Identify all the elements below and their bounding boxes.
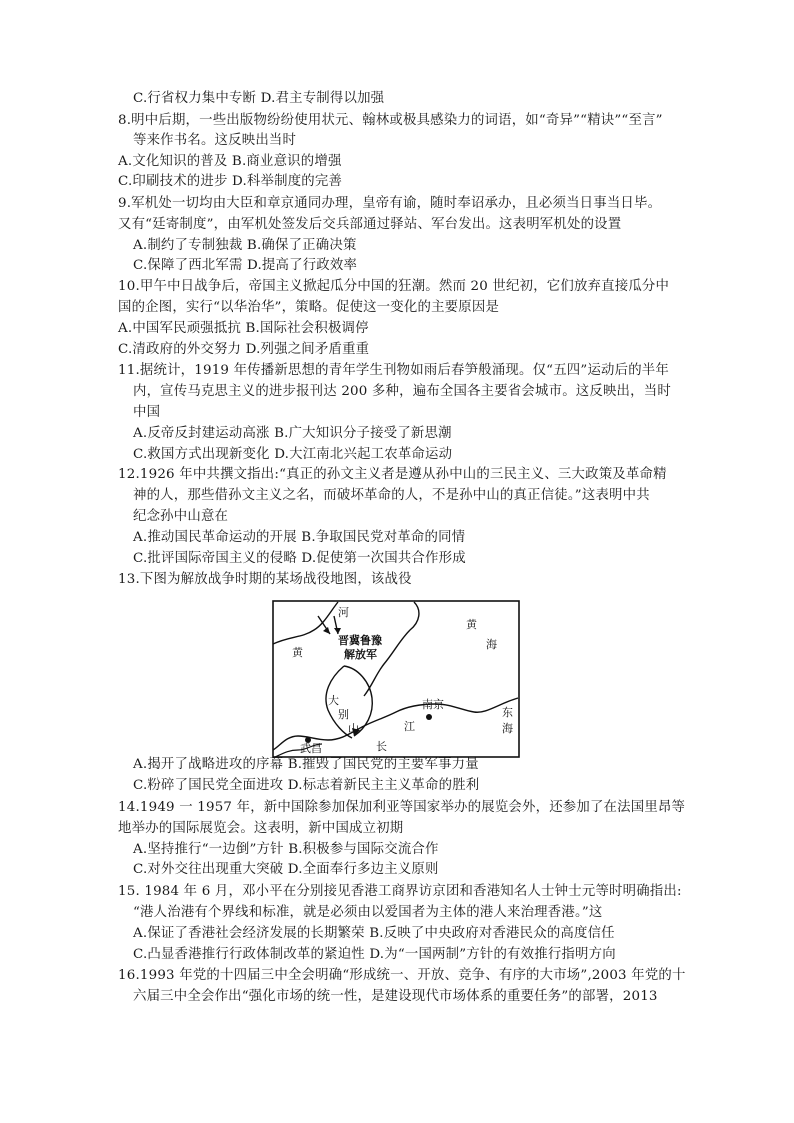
label-chang: 长 (376, 740, 387, 753)
label-he: 河 (338, 606, 349, 619)
text-line: 六届三中全会作出“强化市场的统一性，是建设现代市场体系的重要任务”的部署，2013 (133, 989, 658, 1004)
text-line: 9.军机处一切均由大臣和章京通同办理，皇帝有谕，随时奉诏承办，且必须当日事当日毕。 (118, 196, 662, 211)
text-line: C.清政府的外交努力 D.列强之间矛盾重重 (118, 342, 370, 357)
map-frame (273, 601, 519, 757)
text-line: A.坚持推行“一边倒”方针 B.积极参与国际交流合作 (133, 842, 439, 857)
text-line: 中国 (133, 405, 161, 420)
text-line: 纪念孙中山意在 (133, 509, 229, 524)
label-dong: 东 (502, 706, 513, 719)
text-line: 15. 1984 年 6 月，邓小平在分别接见香港工商界访京团和香港知名人士钟士元等时明确指出: (118, 884, 682, 899)
text-line: 16.1993 年党的十四届三中全会明确“形成统一、开放、竞争、有序的大市场”,2003 年党的十 (118, 968, 686, 983)
text-line: 10.甲午中日战争后，帝国主义掀起瓜分中国的狂潮。然而 20 世纪初，它们放弃直接瓜分中 (118, 279, 670, 294)
label-nanjing: 南京 (422, 698, 444, 711)
label-wuchang: 武昌 (300, 742, 322, 755)
text-line: A.中国军民顽强抵抗 B.国际社会积极调停 (118, 321, 369, 336)
text-line: 国的企图，实行“以华治华”，策略。促使这一变化的主要原因是 (118, 300, 500, 315)
label-army-2: 解放军 (344, 648, 377, 661)
text-line: 内，宣传马克思主义的进步报刊达 200 多种，遍布全国各主要省会城市。这反映出，当时 (133, 384, 671, 399)
text-line: A.制约了专制独裁 B.确保了正确决策 (133, 238, 357, 253)
text-line: 神的人，那些借孙文主义之名，而破坏革命的人，不是孙中山的真正信徒。”这表明中共 (133, 488, 650, 503)
text-line: C.救国方式出现新变化 D.大江南北兴起工农革命运动 (133, 447, 453, 462)
label-jiang: 江 (404, 720, 415, 733)
text-line: C.印刷技术的进步 D.科举制度的完善 (118, 174, 343, 189)
text-line: 地举办的国际展览会。这表明，新中国成立初期 (118, 821, 404, 836)
nanjing-dot (426, 714, 432, 720)
text-line: A.揭开了战略进攻的序幕 B.摧毁了国民党的主要军事力量 (133, 757, 479, 772)
text-line: A.反帝反封建运动高涨 B.广大知识分子接受了新思潮 (133, 426, 452, 441)
text-line: 13.下图为解放战争时期的某场战役地图，该战役 (118, 572, 412, 587)
text-line: 14.1949 一 1957 年，新中国除参加保加利亚等国家举办的展览会外，还参加了在法国里昂等 (118, 800, 686, 815)
label-huang-sea: 黄 (466, 618, 477, 631)
text-line: C.行省权力集中专断 D.君主专制得以加强 (133, 91, 385, 106)
text-line: C.凸显香港推行行政体制改革的紧迫性 D.为“一国两制”方针的有效推行指明方向 (133, 947, 616, 962)
text-line: 12.1926 年中共撰文指出:“真正的孙文主义者是遵从孙中山的三民主义、三大政策及革命精 (118, 467, 667, 482)
text-line: A.文化知识的普及 B.商业意识的增强 (118, 154, 342, 169)
text-line: A.推动国民革命运动的开展 B.争取国民党对革命的同情 (133, 530, 466, 545)
text-line: 等来作书名。这反映出当时 (133, 133, 297, 148)
battle-map (272, 600, 520, 758)
battle-map-svg (272, 600, 520, 758)
label-army-1: 晋冀鲁豫 (338, 634, 382, 647)
label-shan: 山 (348, 722, 359, 735)
label-hai-sea: 海 (486, 638, 497, 651)
label-bie: 别 (338, 708, 349, 721)
text-line: 8.明中后期，一些出版物纷纷使用状元、翰林或极具感染力的词语，如“奇异”“精诀”“至言” (118, 113, 663, 128)
label-huang-left: 黄 (292, 646, 303, 659)
text-line: C.保障了西北军需 D.提高了行政效率 (133, 258, 358, 273)
text-line: C.批评国际帝国主义的侵略 D.促使第一次国共合作形成 (133, 551, 466, 566)
text-line: A.保证了香港社会经济发展的长期繁荣 B.反映了中央政府对香港民众的高度信任 (133, 926, 615, 941)
text-line: C.对外交往出现重大突破 D.全面奉行多边主义原则 (133, 862, 439, 877)
text-line: C.粉碎了国民党全面进攻 D.标志着新民主主义革命的胜利 (133, 778, 480, 793)
text-line: 11.据统计，1919 年传播新思想的青年学生刊物如雨后春笋般涌现。仅“五四”运动后的半年 (118, 363, 669, 378)
text-line: 又有“廷寄制度”，由军机处签发后交兵部通过驿站、军台发出。这表明军机处的设置 (118, 217, 622, 232)
text-line: “港人治港有个界线和标准，就是必须由以爱国者为主体的港人来治理香港。”这 (133, 905, 603, 920)
label-da: 大 (328, 694, 339, 707)
label-hai-east: 海 (502, 722, 513, 735)
